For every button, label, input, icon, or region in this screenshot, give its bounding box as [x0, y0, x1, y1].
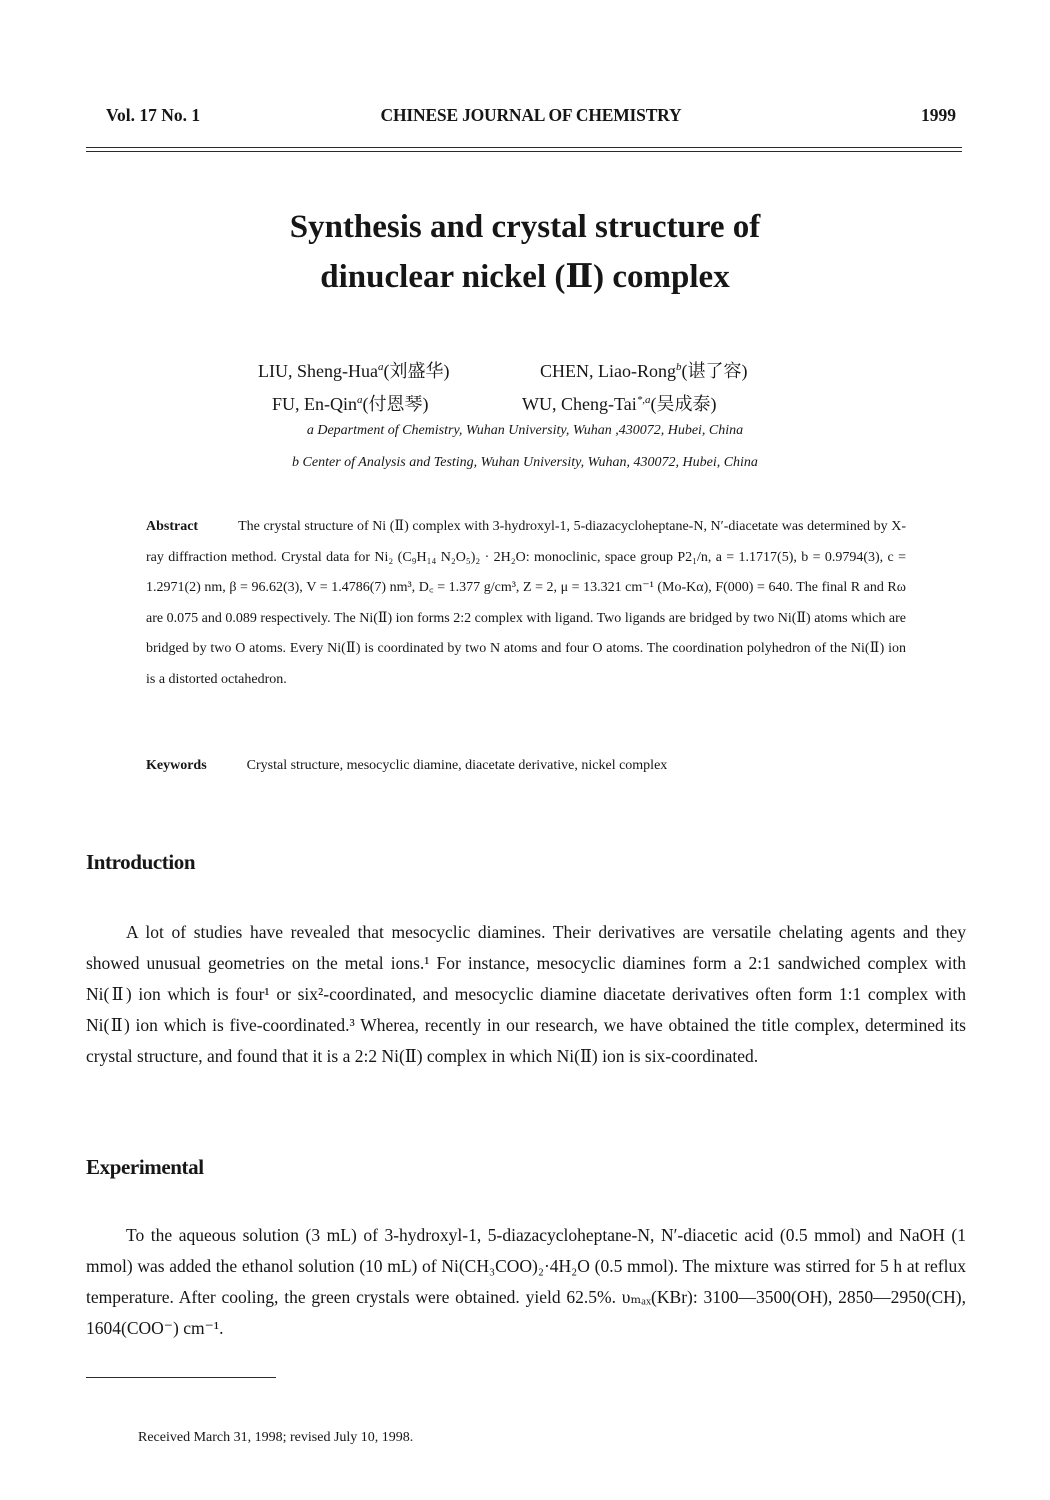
author — [258, 351, 449, 388]
author-name: WU, Cheng-Tai — [522, 394, 637, 414]
introduction-heading: Introduction — [86, 850, 196, 874]
journal-name: CHINESE JOURNAL OF CHEMISTRY — [380, 105, 682, 125]
author-chinese-name: (付恩琴) — [362, 394, 429, 414]
header-rule-top — [86, 147, 962, 148]
author — [272, 384, 429, 421]
author-row — [0, 351, 1050, 384]
publication-year: 1999 — [921, 105, 956, 125]
header-rule-bottom — [86, 151, 962, 152]
author-affiliation-mark: *,a — [636, 394, 651, 406]
author-affiliation-mark: b — [675, 361, 682, 373]
author-name: FU, En-Qin — [272, 394, 357, 414]
keywords-label: Keywords — [146, 758, 207, 773]
introduction-paragraph: A lot of studies have revealed that mesocyclic diamines. Their derivatives are versatile chelating agents and they showed unusual geometries on the metal ions.¹ For instance, mesocyclic diamines form a 2:1 sandwiched complex with Ni(Ⅱ) ion which is four¹ or six²-coordinated, and mesocyclic diamine diacetate derivatives often form 1:1 complex with Ni(Ⅱ) ion which is five-coordinated.³ Wherea, recently in our research, we have obtained the title complex, determined its crystal structure, and found that it is a 2:2 Ni(Ⅱ) complex in which Ni(Ⅱ) ion is six-coordinated. — [86, 922, 966, 1066]
paper-title — [0, 202, 1050, 302]
keywords-text: Crystal structure, mesocyclic diamine, diacetate derivative, nickel complex — [246, 758, 668, 773]
abstract-text: The crystal structure of Ni (Ⅱ) complex with 3-hydroxyl-1, 5-diazacycloheptane-N, N′-diacetate was determined by X-ray diffraction method. Crystal data for Ni₂ (C₉H₁₄ N₂O₅)₂ · 2H₂O: monoclinic, space group P2₁/n, a = 1.1717(5), b = 0.9794(3), c = 1.2971(2) nm, β = 96.62(3), V = 1.4786(7) nm³, D꜀ = 1.377 g/cm³, Z = 2, μ = 13.321 cm⁻¹ (Mo-Kα), F(000) = 640. The final R and Rω are 0.075 and 0.089 respectively. The Ni(Ⅱ) ion forms 2:2 complex with ligand. Two ligands are bridged by two Ni(Ⅱ) atoms which are bridged by two O atoms. Every Ni(Ⅱ) is coordinated by two N atoms and four O atoms. The coordination polyhedron of the Ni(Ⅱ) ion is a distorted octahedron. — [146, 519, 906, 687]
abstract-label: Abstract — [146, 519, 199, 534]
author-name: CHEN, Liao-Rong — [540, 361, 676, 381]
author-name: LIU, Sheng-Hua — [258, 361, 378, 381]
experimental-paragraph: To the aqueous solution (3 mL) of 3-hydroxyl-1, 5-diazacycloheptane-N, N′-diacetic acid (0.5 mmol) and NaOH (1 mmol) was added the ethanol solution (10 mL) of Ni(CH₃COO)₂·4H₂O (0.5 mmol). The mixture was stirred for 5 h at reflux temperature. After cooling, the green crystals were obtained. yield 62.5%. υₘₐₓ(KBr): 3100—3500(OH), 2850—2950(CH), 1604(COO⁻) cm⁻¹. — [86, 1225, 966, 1338]
author-chinese-name: (刘盛华) — [383, 361, 450, 381]
abstract — [146, 512, 906, 695]
author-chinese-name: (谌了容) — [681, 361, 748, 381]
affiliation-b: b Center of Analysis and Testing, Wuhan University, Wuhan, 430072, Hubei, China — [292, 455, 758, 470]
author — [522, 384, 716, 421]
experimental-heading: Experimental — [86, 1155, 204, 1179]
author-row — [0, 384, 1050, 417]
author-chinese-name: (吴成泰) — [650, 394, 717, 414]
volume-number: Vol. 17 No. 1 — [106, 105, 201, 125]
author — [540, 351, 747, 388]
title-line-1: Synthesis and crystal structure of — [289, 209, 761, 245]
author-affiliation-mark: a — [357, 394, 363, 406]
keywords — [146, 758, 906, 774]
received-dates-footnote: Received March 31, 1998; revised July 10, 1998. — [138, 1430, 414, 1445]
affiliation-a: a Department of Chemistry, Wuhan University, Wuhan ,430072, Hubei, China — [306, 423, 744, 438]
title-line-2: dinuclear nickel (Ⅱ) complex — [320, 259, 730, 295]
footnote-rule — [86, 1377, 276, 1378]
running-header — [106, 105, 956, 131]
author-affiliation-mark: a — [377, 361, 384, 373]
